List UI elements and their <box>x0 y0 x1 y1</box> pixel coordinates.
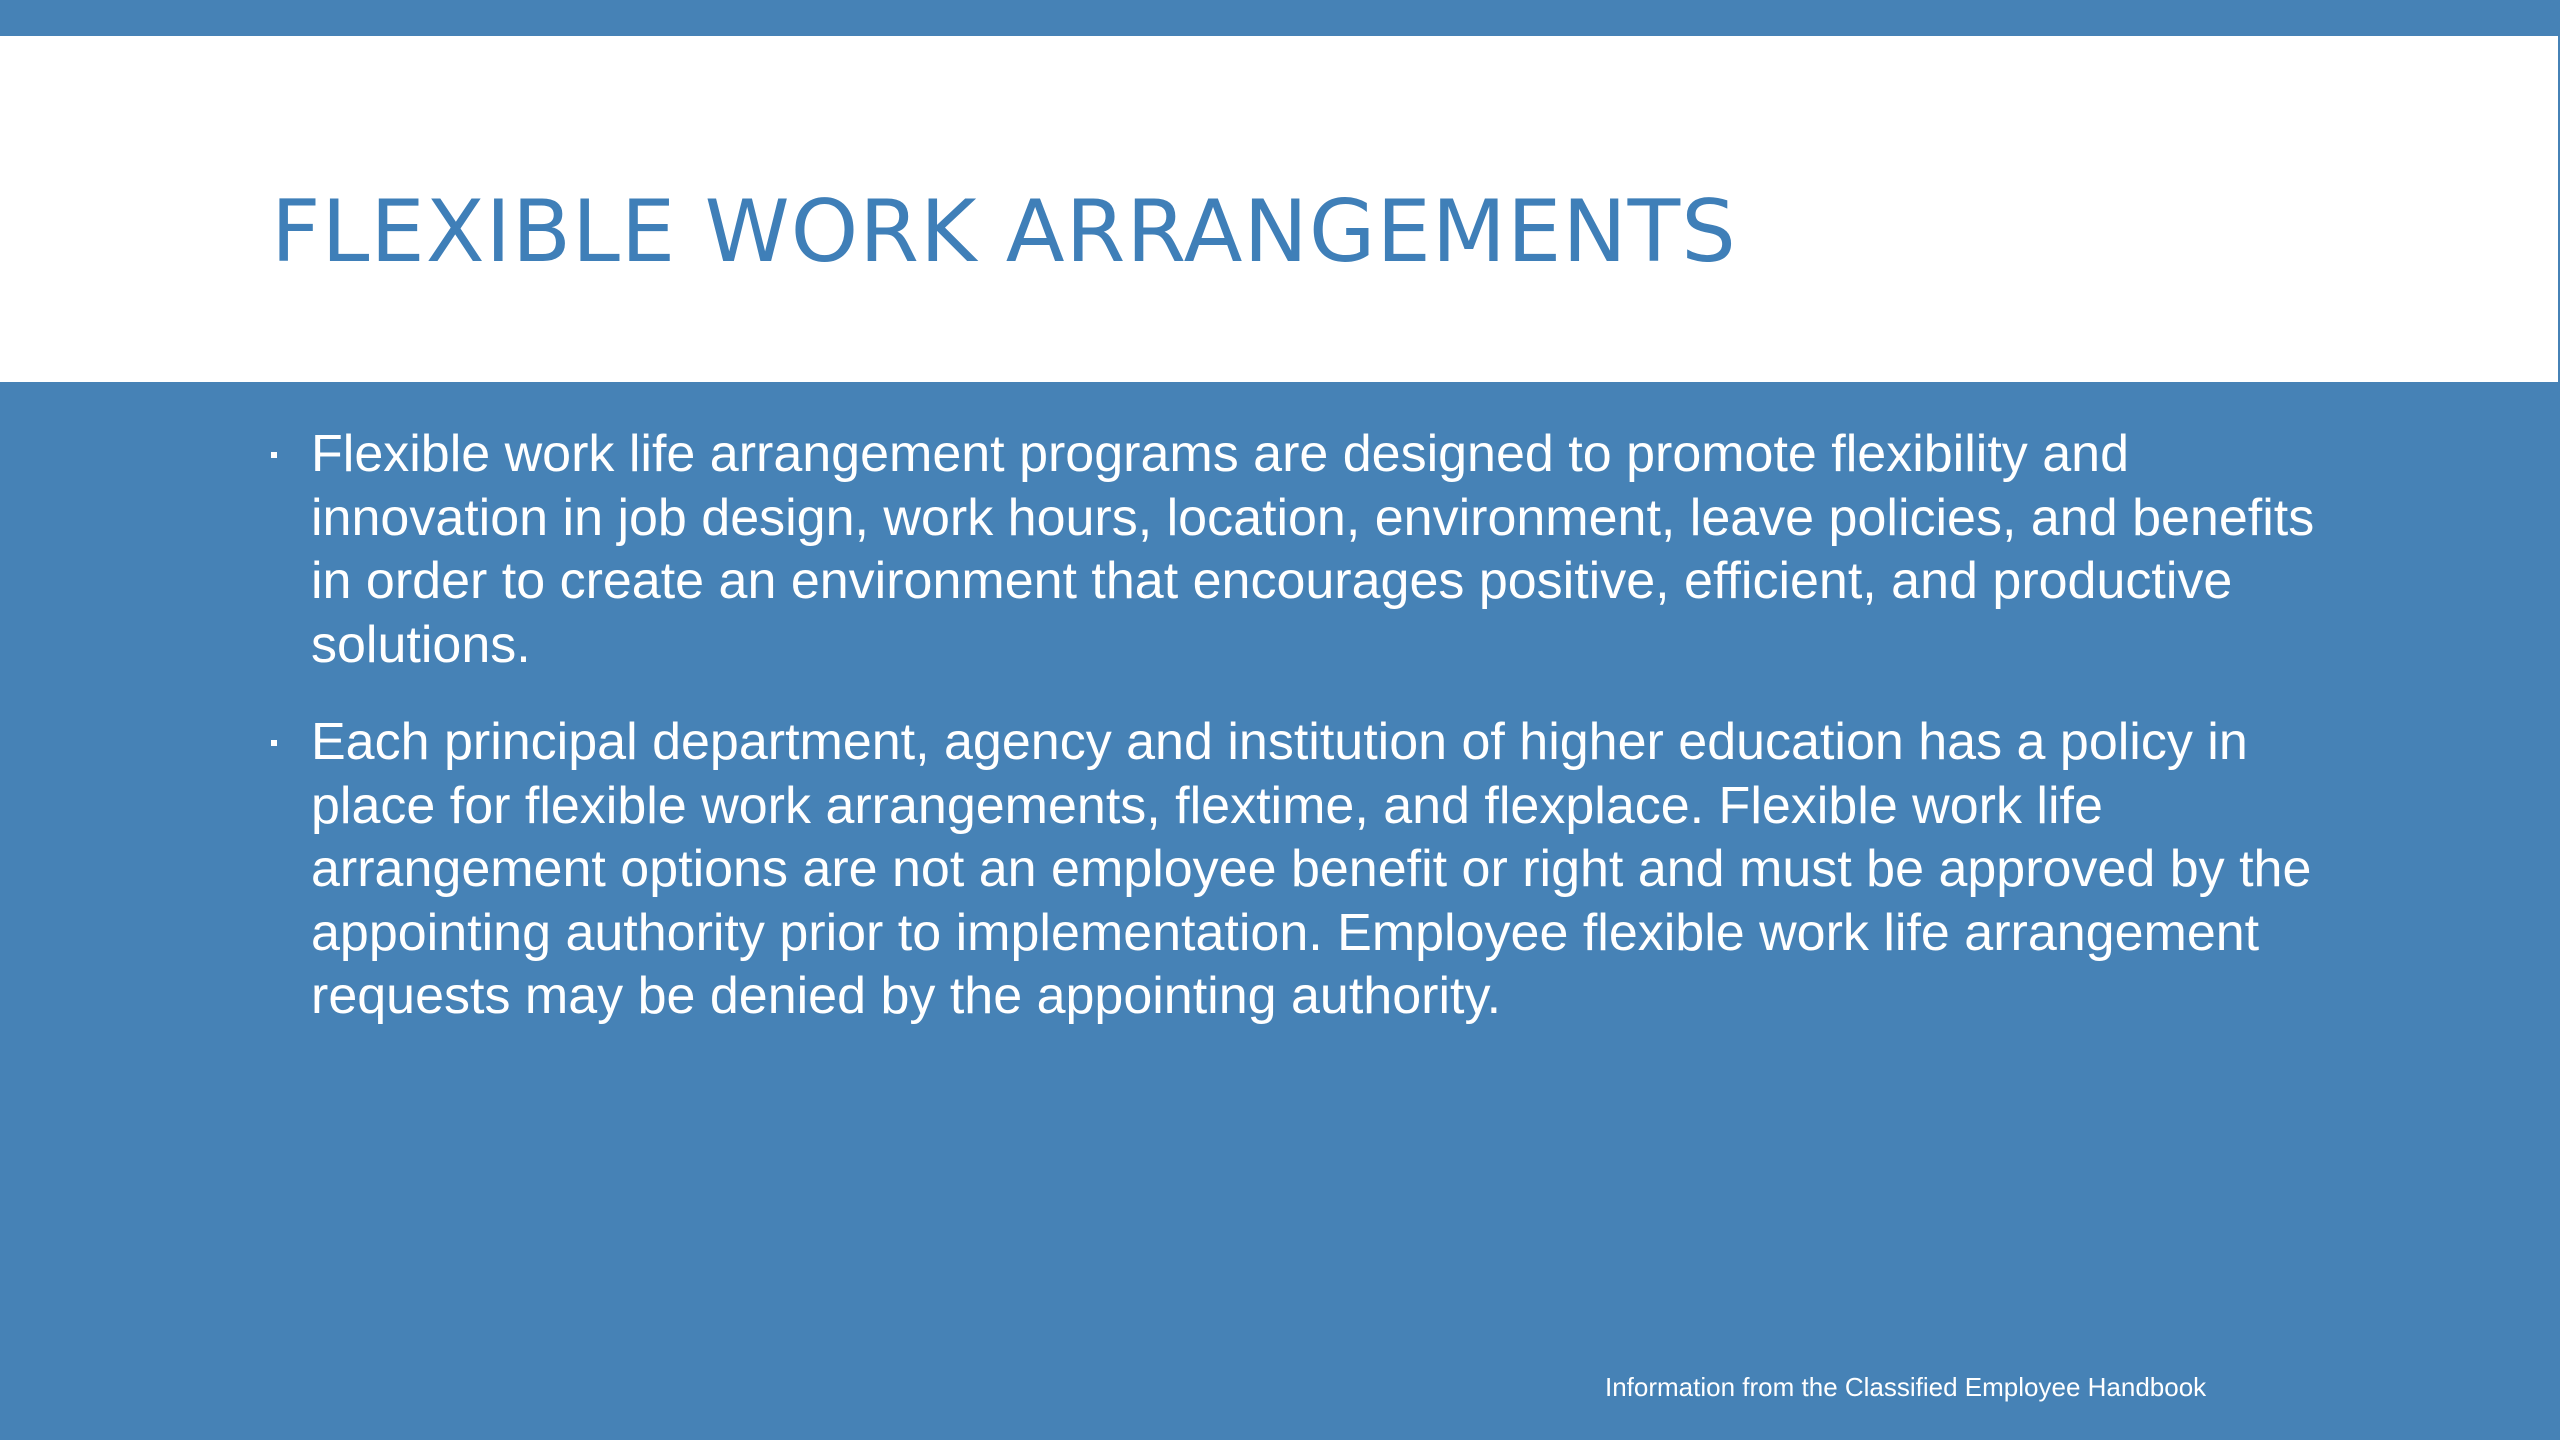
bullet-text: Each principal department, agency and institution of higher education has a policy in place for flexible work arrangements, flextime, and flexplace. Flexible work life arrangement options are not an employee benefit or right and must be approved by the appointing authority prior to implementation. Employee flexible work life arrangement requests may be denied by the appointing authority. <box>311 713 2312 1025</box>
bullet-text: Flexible work life arrangement programs are designed to promote flexibility and innovation in job design, work hours, location, environment, leave policies, and benefits in order to create an environment that encourages positive, efficient, and productive solutions. <box>311 425 2315 674</box>
title-panel <box>0 36 2558 382</box>
slide-title: FLEXIBLE WORK ARRANGEMENTS <box>271 182 1737 282</box>
bullet-marker-icon <box>271 452 277 458</box>
bullet-item <box>271 711 2331 1029</box>
top-band <box>0 0 2560 36</box>
bullet-item <box>271 423 2331 677</box>
source-footer: Information from the Classified Employee Handbook <box>1605 1372 2207 1402</box>
bullet-marker-icon <box>271 740 277 746</box>
bullet-list <box>271 423 2331 1063</box>
